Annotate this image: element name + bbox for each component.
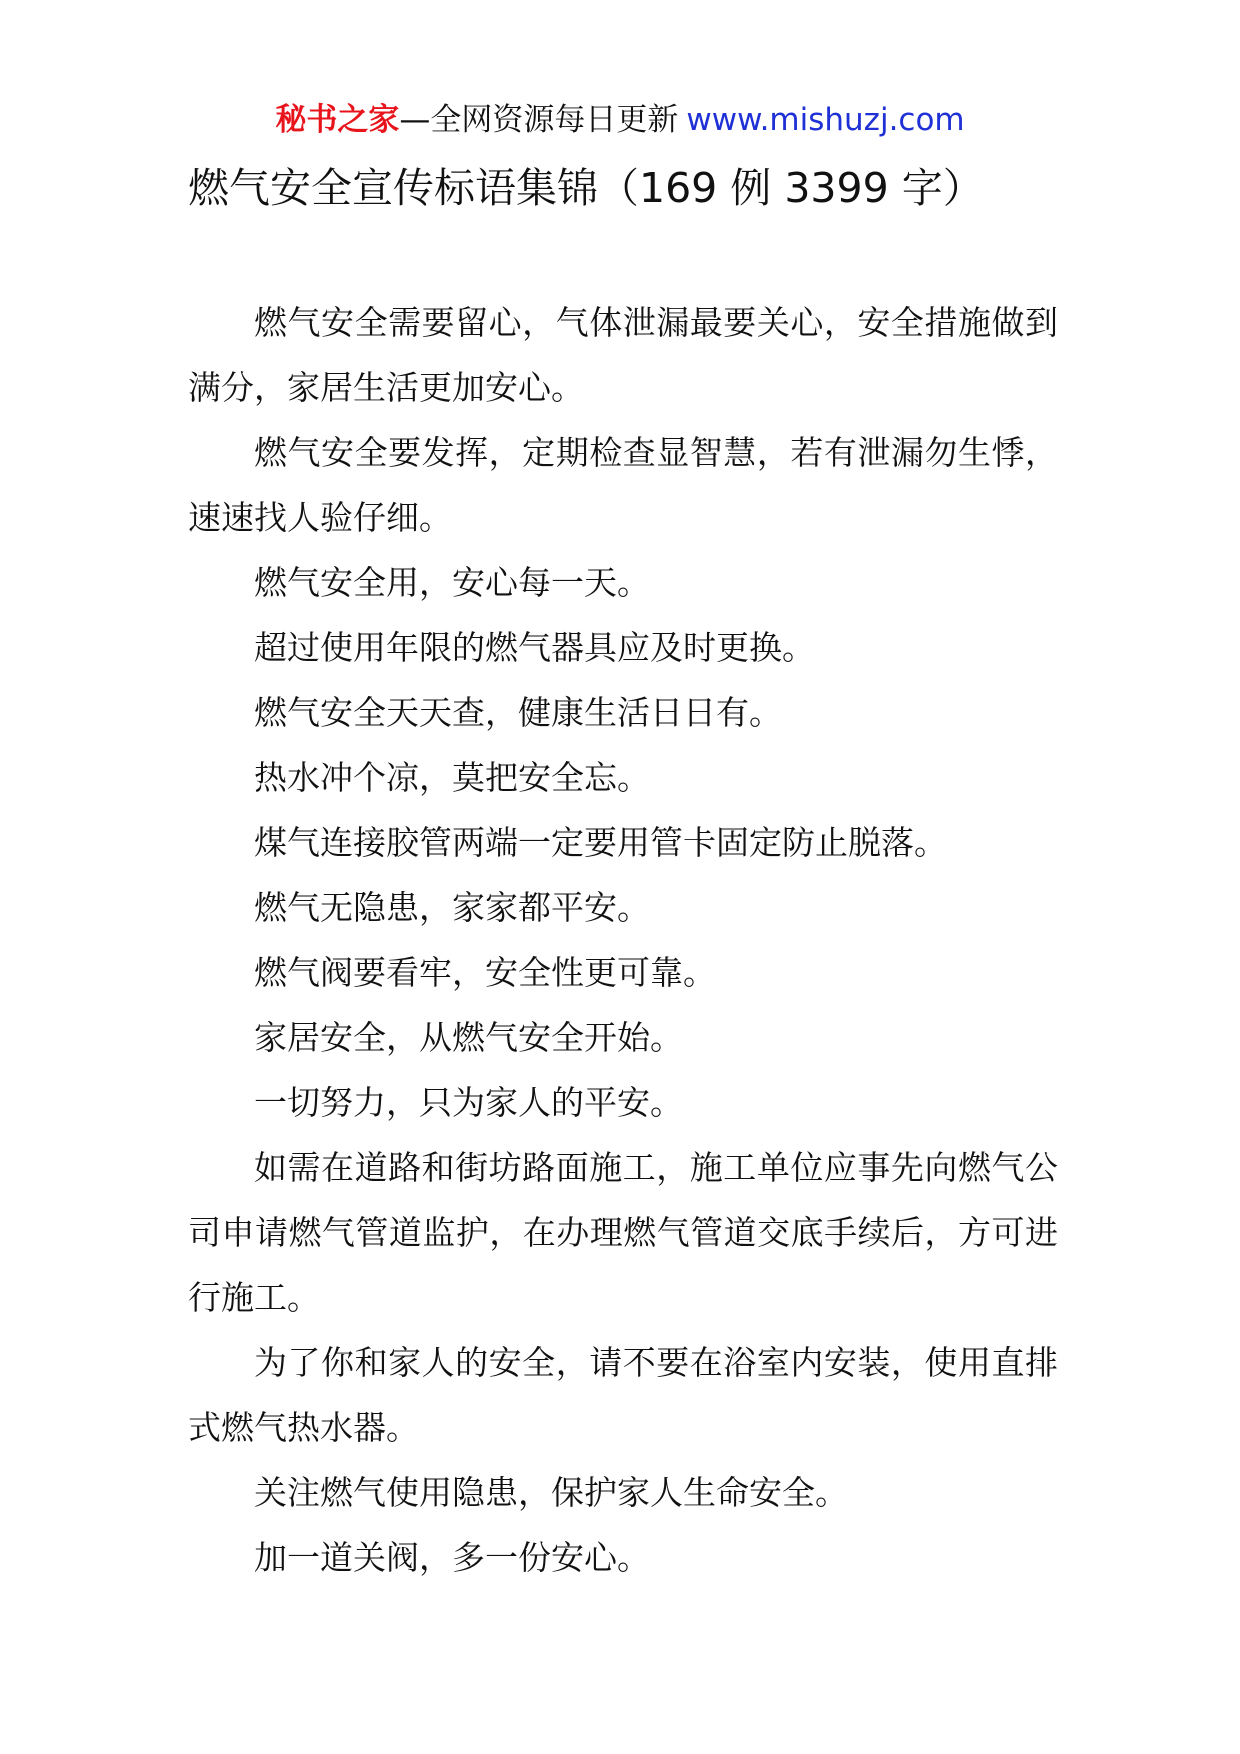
paragraph: 燃气安全需要留心，气体泄漏最要关心，安全措施做到满分，家居生活更加安心。 [188, 303, 1058, 407]
site-header [0, 100, 1240, 140]
paragraph: 一切努力，只为家人的平安。 [254, 1083, 683, 1122]
header-slogan: —全网资源每日更新 [399, 102, 679, 138]
paragraph: 加一道关阀，多一份安心。 [254, 1538, 650, 1577]
paragraph: 关注燃气使用隐患，保护家人生命安全。 [254, 1473, 848, 1512]
paragraph: 家居安全，从燃气安全开始。 [254, 1018, 683, 1057]
paragraph: 燃气安全天天查，健康生活日日有。 [254, 693, 782, 732]
paragraph: 热水冲个凉，莫把安全忘。 [254, 758, 650, 797]
site-url-link[interactable]: www.mishuzj.com [686, 102, 965, 138]
brand-name: 秘书之家 [275, 102, 400, 138]
paragraph: 燃气阀要看牢，安全性更可靠。 [254, 953, 716, 992]
paragraph: 燃气无隐患，家家都平安。 [254, 888, 650, 927]
paragraph: 燃气安全要发挥，定期检查显智慧，若有泄漏勿生悸，速速找人验仔细。 [188, 433, 1058, 537]
paragraph: 煤气连接胶管两端一定要用管卡固定防止脱落。 [254, 823, 947, 862]
document-title: 燃气安全宣传标语集锦（169 例 3399 字） [188, 164, 984, 212]
paragraph: 超过使用年限的燃气器具应及时更换。 [254, 628, 815, 667]
document-body [188, 290, 1058, 1590]
paragraph: 燃气安全用，安心每一天。 [254, 563, 650, 602]
paragraph: 如需在道路和街坊路面施工，施工单位应事先向燃气公司申请燃气管道监护，在办理燃气管道交底手续后，方可进行施工。 [188, 1148, 1058, 1317]
paragraph: 为了你和家人的安全，请不要在浴室内安装，使用直排式燃气热水器。 [188, 1343, 1058, 1447]
